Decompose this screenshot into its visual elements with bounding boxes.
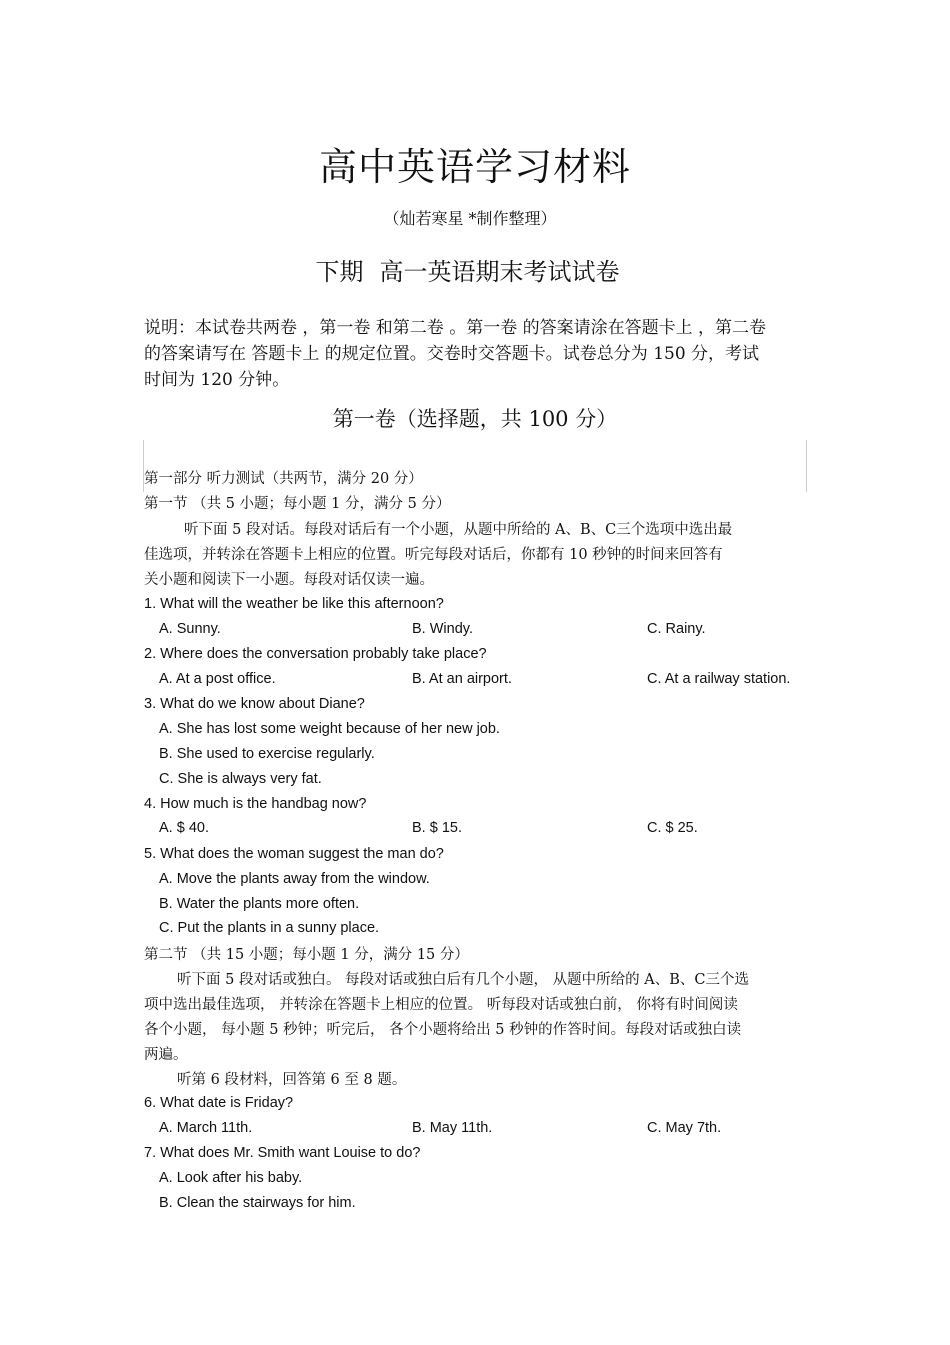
option-b: B. She used to exercise regularly. [159,746,375,762]
option-a: A. $ 40. [159,820,209,836]
instruction-line: 说明：本试卷共两卷 ，第一卷 和第二卷 。第一卷 的答案请涂在答题卡上 ，第二卷 [144,318,767,338]
option-b: B. At an airport. [412,671,512,687]
document-title: 高中英语学习材料 [318,145,631,189]
question-stem: 7. What does Mr. Smith want Louise to do? [144,1145,421,1161]
volume-title: 第一卷（选择题，共 100 分） [332,407,618,431]
option-b: B. May 11th. [412,1120,493,1136]
section1-heading: 第一节 （共 5 小题；每小题 1 分，满分 5 分） [144,496,451,512]
exam-name: 高一英语期末考试试卷 [379,258,620,286]
option-c: C. At a railway station. [647,671,791,687]
question-stem: 6. What date is Friday? [144,1095,294,1111]
question-stem: 1. What will the weather be like this afternoon? [144,596,444,612]
section2-instruction: 两遍。 [144,1047,188,1063]
section2-instruction: 各个小题， 每小题 5 秒钟；听完后， 各个小题将给出 5 秒钟的作答时间。每段对话或独白读 [144,1022,742,1038]
section1-instruction: 佳选项，并转涂在答题卡上相应的位置。听完每段对话后，你都有 10 秒钟的时间来回答有 [144,547,723,563]
instruction-line: 的答案请写在 答题卡上 的规定位置。交卷时交答题卡。试卷总分为 150 分，考试 [144,344,760,364]
part1-heading: 第一部分 听力测试（共两节，满分 20 分） [144,471,423,487]
option-a: A. Sunny. [159,621,221,637]
question-stem: 5. What does the woman suggest the man do? [144,846,444,862]
question-stem: 4. How much is the handbag now? [144,796,367,812]
margin-rule-right [806,440,807,492]
section1-instruction: 关小题和阅读下一小题。每段对话仅读一遍。 [144,572,434,588]
option-c: C. Put the plants in a sunny place. [159,920,380,936]
instruction-line: 时间为 120 分钟。 [144,370,290,390]
option-c: C. May 7th. [647,1120,722,1136]
option-a: A. Move the plants away from the window. [159,871,430,887]
option-a: A. Look after his baby. [159,1170,303,1186]
option-b: B. $ 15. [412,820,462,836]
exam-instructions [144,315,806,393]
exam-title [0,252,935,287]
question-stem: 2. Where does the conversation probably take place? [144,646,487,662]
exam-term: 下期 [315,258,364,286]
option-c: C. Rainy. [647,621,706,637]
option-b: B. Water the plants more often. [159,896,360,912]
option-c: C. $ 25. [647,820,698,836]
option-a: A. She has lost some weight because of her new job. [159,721,500,737]
section2-instruction: 项中选出最佳选项， 并转涂在答题卡上相应的位置。 听每段对话或独白前， 你将有时间阅读 [144,997,738,1013]
document-subtitle: （灿若寒星 *制作整理） [383,209,557,228]
section2-heading: 第二节 （共 15 小题；每小题 1 分，满分 15 分） [144,947,469,963]
option-a: A. At a post office. [159,671,276,687]
question-stem: 3. What do we know about Diane? [144,696,365,712]
section1-instruction: 听下面 5 段对话。每段对话后有一个小题，从题中所给的 A、B、C三个选项中选出最 [184,522,733,538]
section2-instruction: 听下面 5 段对话或独白。 每段对话或独白后有几个小题， 从题中所给的 A、B、C三个选 [177,972,749,988]
material-note: 听第 6 段材料，回答第 6 至 8 题。 [177,1072,407,1088]
option-b: B. Clean the stairways for him. [159,1195,356,1211]
option-c: C. She is always very fat. [159,771,322,787]
option-b: B. Windy. [412,621,473,637]
option-a: A. March 11th. [159,1120,253,1136]
